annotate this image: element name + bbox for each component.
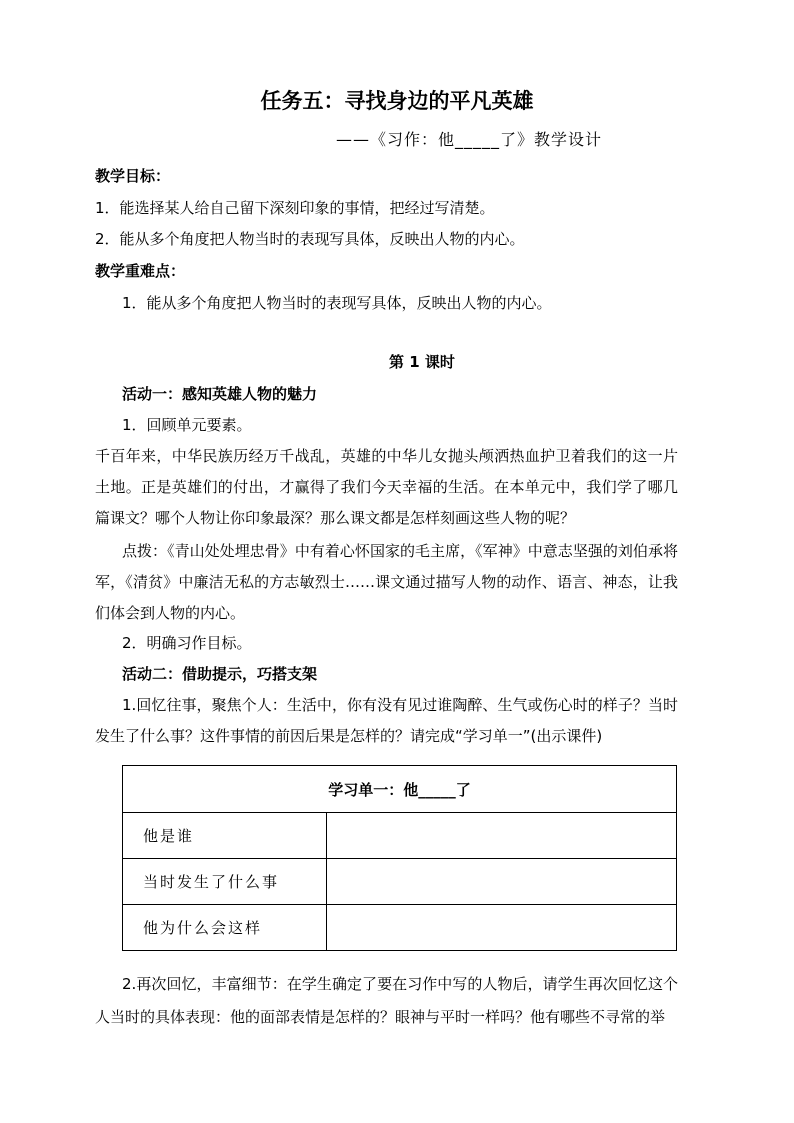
goals-heading: 教学目标：: [95, 167, 171, 185]
worksheet-value: [327, 905, 677, 951]
page-subtitle: ——《习作：他_____了》教学设计: [336, 130, 603, 149]
worksheet-label: 他为什么会这样: [123, 905, 327, 951]
table-row: [123, 905, 677, 951]
worksheet-label: 他是谁: [123, 813, 327, 859]
worksheet-value: [327, 813, 677, 859]
key-point-item-1: 1．能从多个角度把人物当时的表现写具体，反映出人物的内心。: [122, 294, 552, 312]
worksheet-table: [122, 765, 677, 951]
activity1-paragraph-2: 点拨：《青山处处埋忠骨》中有着心怀国家的毛主席，《军神》中意志坚强的刘伯承将军，《清贫》中廉洁无私的方志敏烈士……课文通过描写人物的动作、语言、神态，让我们体会到人物的内心。: [95, 542, 678, 622]
worksheet-label: 当时发生了什么事: [123, 859, 327, 905]
table-row: [123, 859, 677, 905]
table-row: [123, 813, 677, 859]
activity1-step1: 1．回顾单元要素。: [122, 416, 252, 434]
page-title: 任务五：寻找身边的平凡英雄: [260, 89, 534, 113]
worksheet-title: 学习单一：他_____了: [123, 766, 677, 813]
activity1-paragraph-1: 千百年来，中华民族历经万千战乱，英雄的中华儿女抛头颅洒热血护卫着我们的这一片土地。正是英雄们的付出，才赢得了我们今天幸福的生活。在本单元中，我们学了哪几篇课文？哪个人物让你印象最深？那么课文都是怎样刻画这些人物的呢？: [95, 447, 678, 527]
key-points-heading: 教学重难点：: [95, 262, 186, 280]
activity2-heading: 活动二：借助提示，巧搭支架: [122, 665, 318, 683]
goal-item-1: 1．能选择某人给自己留下深刻印象的事情，把经过写清楚。: [95, 199, 495, 217]
worksheet-value: [327, 859, 677, 905]
lesson-heading: 第 1 课时: [389, 353, 455, 371]
goal-item-2: 2．能从多个角度把人物当时的表现写具体，反映出人物的内心。: [95, 230, 525, 248]
activity1-step2: 2．明确习作目标。: [122, 634, 252, 652]
activity2-paragraph-1: 1.回忆往事，聚焦个人：生活中，你有没有见过谁陶醉、生气或伤心时的样子？当时发生了什么事？这件事情的前因后果是怎样的？请完成“学习单一”(出示课件): [95, 696, 678, 745]
activity1-heading: 活动一：感知英雄人物的魅力: [122, 385, 318, 403]
activity2-paragraph-2: 2.再次回忆，丰富细节：在学生确定了要在习作中写的人物后，请学生再次回忆这个人当时的具体表现：他的面部表情是怎样的？眼神与平时一样吗？他有哪些不寻常的举: [95, 975, 678, 1026]
